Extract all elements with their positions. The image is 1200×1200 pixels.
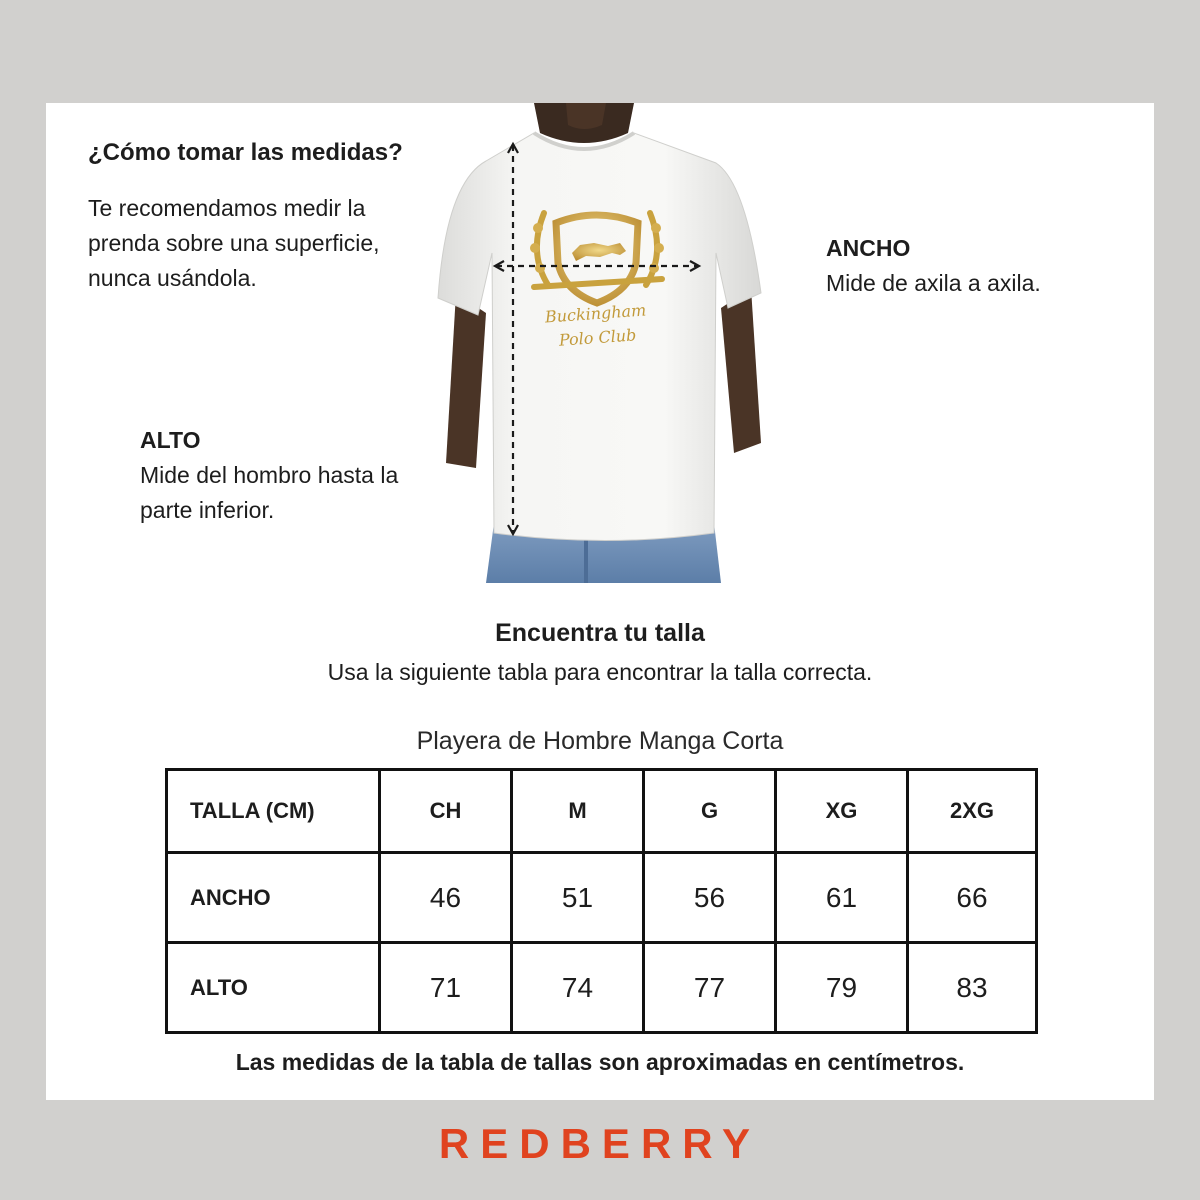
find-size-subtitle: Usa la siguiente tabla para encontrar la talla correcta. xyxy=(327,659,873,685)
find-size-title: Encuentra tu talla xyxy=(495,619,705,647)
table-cell: 79 xyxy=(776,943,908,1033)
header-size-m: M xyxy=(512,770,644,853)
tshirt-model-photo xyxy=(416,103,786,583)
row-label-ancho: ANCHO xyxy=(167,853,380,943)
brand-logo: REDBERRY xyxy=(438,1120,762,1167)
table-cell: 71 xyxy=(380,943,512,1033)
table-footnote: Las medidas de la tabla de tallas son aproximadas en centímetros. xyxy=(235,1049,965,1075)
alto-label: ALTO xyxy=(140,427,201,453)
ancho-text: Mide de axila a axila. xyxy=(826,270,1041,296)
table-cell: 66 xyxy=(908,853,1037,943)
table-cell: 77 xyxy=(644,943,776,1033)
howto-text: Te recomendamos medir la prenda sobre una superficie, nunca usándola. xyxy=(88,195,380,291)
alto-text: Mide del hombro hasta la parte inferior. xyxy=(140,462,399,523)
table-cell: 46 xyxy=(380,853,512,943)
table-row xyxy=(167,943,1037,1033)
ancho-label: ANCHO xyxy=(826,235,911,261)
right-arm xyxy=(721,288,761,453)
header-size-ch: CH xyxy=(380,770,512,853)
table-cell: 61 xyxy=(776,853,908,943)
table-cell: 83 xyxy=(908,943,1037,1033)
table-cell: 74 xyxy=(512,943,644,1033)
howto-title: ¿Cómo tomar las medidas? xyxy=(88,139,403,166)
header-size-xg: XG xyxy=(776,770,908,853)
logo-text-line1: Buckingham xyxy=(544,300,647,327)
row-label-alto: ALTO xyxy=(167,943,380,1033)
table-header-row xyxy=(167,770,1037,853)
ancho-instruction xyxy=(826,231,1041,301)
table-cell: 56 xyxy=(644,853,776,943)
left-arm xyxy=(446,293,486,468)
table-caption: Playera de Hombre Manga Corta xyxy=(416,727,784,755)
size-guide-card xyxy=(46,103,1154,1100)
header-size-2xg: 2XG xyxy=(908,770,1037,853)
table-cell: 51 xyxy=(512,853,644,943)
alto-instruction xyxy=(140,423,430,528)
table-row xyxy=(167,853,1037,943)
logo-text-line2: Polo Club xyxy=(558,325,637,350)
header-size-g: G xyxy=(644,770,776,853)
header-size-label: TALLA (CM) xyxy=(167,770,380,853)
size-table xyxy=(165,768,1038,1034)
